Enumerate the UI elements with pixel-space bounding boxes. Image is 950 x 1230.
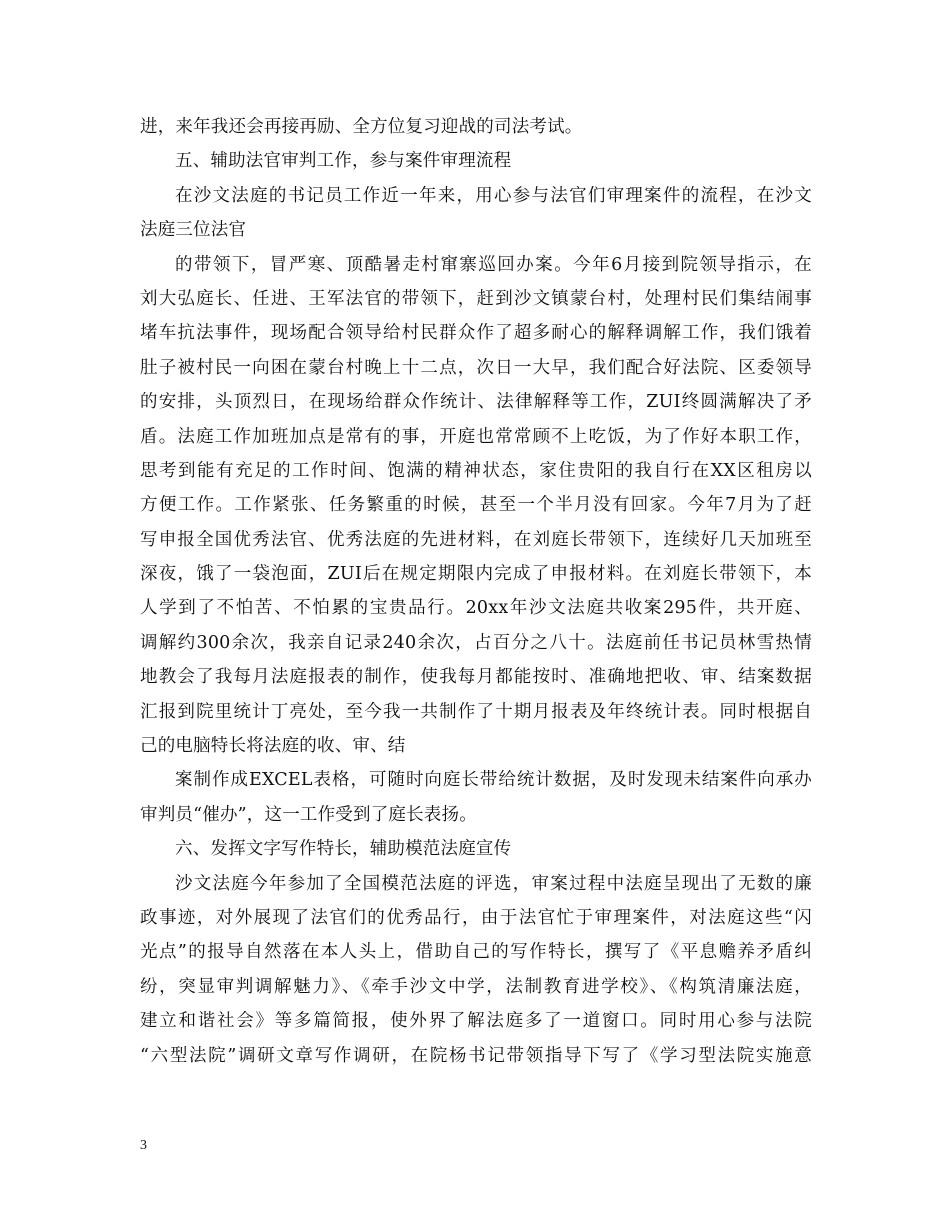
text-line: 的带领下，冒严寒、顶酷暑走村窜寨巡回办案。今年6月接到院领导指示，在	[175, 254, 812, 275]
text-line: 盾。法庭工作加班加点是常有的事，开庭也常常顾不上吃饭，为了作好本职工作，	[140, 426, 812, 447]
text-line: 调解约300余次，我亲自记录240余次，占百分之八十。法庭前任书记员林雪热情	[140, 632, 812, 653]
page-number: 3	[140, 1138, 147, 1153]
text-line: 刘大弘庭长、任进、王军法官的带领下，赶到沙文镇蒙台村，处理村民们集结闹事	[140, 288, 812, 309]
text-line: 光点”的报导自然落在本人头上，借助自己的写作特长，撰写了《平息赡养矛盾纠	[140, 942, 812, 963]
text-line: 人学到了不怕苦、不怕累的宝贵品行。20xx年沙文法庭共收案295件，共开庭、	[140, 598, 812, 619]
text-line: 建立和谐社会》等多篇简报，使外界了解法庭多了一道窗口。同时用心参与法院	[140, 1011, 812, 1032]
text-line: 写申报全国优秀法官、优秀法庭的先进材料，在刘庭长带领下，连续好几天加班至	[140, 529, 812, 550]
text-line: 沙文法庭今年参加了全国模范法庭的评选，审案过程中法庭呈现出了无数的廉	[175, 873, 812, 894]
text-line: “六型法院”调研文章写作调研，在院杨书记带领指导下写了《学习型法院实施意	[140, 1045, 812, 1066]
text-line: 六、发挥文字写作特长，辅助模范法庭宣传	[175, 839, 512, 860]
text-line: 肚子被村民一向困在蒙台村晚上十二点，次日一大早，我们配合好法院、区委领导	[140, 357, 812, 378]
body-text	[140, 110, 812, 1073]
text-line: 深夜，饿了一袋泡面，ZUI后在规定期限内完成了申报材料。在刘庭长带领下，本	[140, 564, 812, 585]
text-line: 在沙文法庭的书记员工作近一年来，用心参与法官们审理案件的流程，在沙文	[175, 185, 812, 206]
text-line: 地教会了我每月法庭报表的制作，使我每月都能按时、准确地把收、审、结案数据	[140, 667, 812, 688]
text-line: 案制作成EXCEL表格，可随时向庭长带给统计数据，及时发现未结案件向承办	[175, 770, 812, 791]
text-line: 政事迹，对外展现了法官们的优秀品行，由于法官忙于审理案件，对法庭这些“闪	[140, 907, 812, 928]
text-line: 堵车抗法事件，现场配合领导给村民群众作了超多耐心的解释调解工作，我们饿着	[140, 323, 812, 344]
text-line: 方便工作。工作紧张、任务繁重的时候，甚至一个半月没有回家。今年7月为了赶	[140, 495, 812, 516]
text-line: 审判员“催办”，这一工作受到了庭长表扬。	[140, 804, 477, 825]
text-line: 汇报到院里统计丁亮处，至今我一共制作了十期月报表及年终统计表。同时根据自	[140, 701, 812, 722]
text-line: 五、辅助法官审判工作，参与案件审理流程	[175, 151, 512, 172]
text-line: 思考到能有充足的工作时间、饱满的精神状态，家住贵阳的我自行在XX区租房以	[140, 460, 812, 481]
text-line: 法庭三位法官	[140, 220, 247, 241]
text-line: 进，来年我还会再接再励、全方位复习迎战的司法考试。	[140, 117, 583, 137]
text-line: 纷，突显审判调解魅力》、《牵手沙文中学，法制教育进学校》、《构筑清廉法庭，	[140, 976, 812, 997]
text-line: 己的电脑特长将法庭的收、审、结	[140, 736, 406, 757]
text-line: 的安排，头顶烈日，在现场给群众作统计、法律解释等工作，ZUI终圆满解决了矛	[140, 392, 812, 413]
